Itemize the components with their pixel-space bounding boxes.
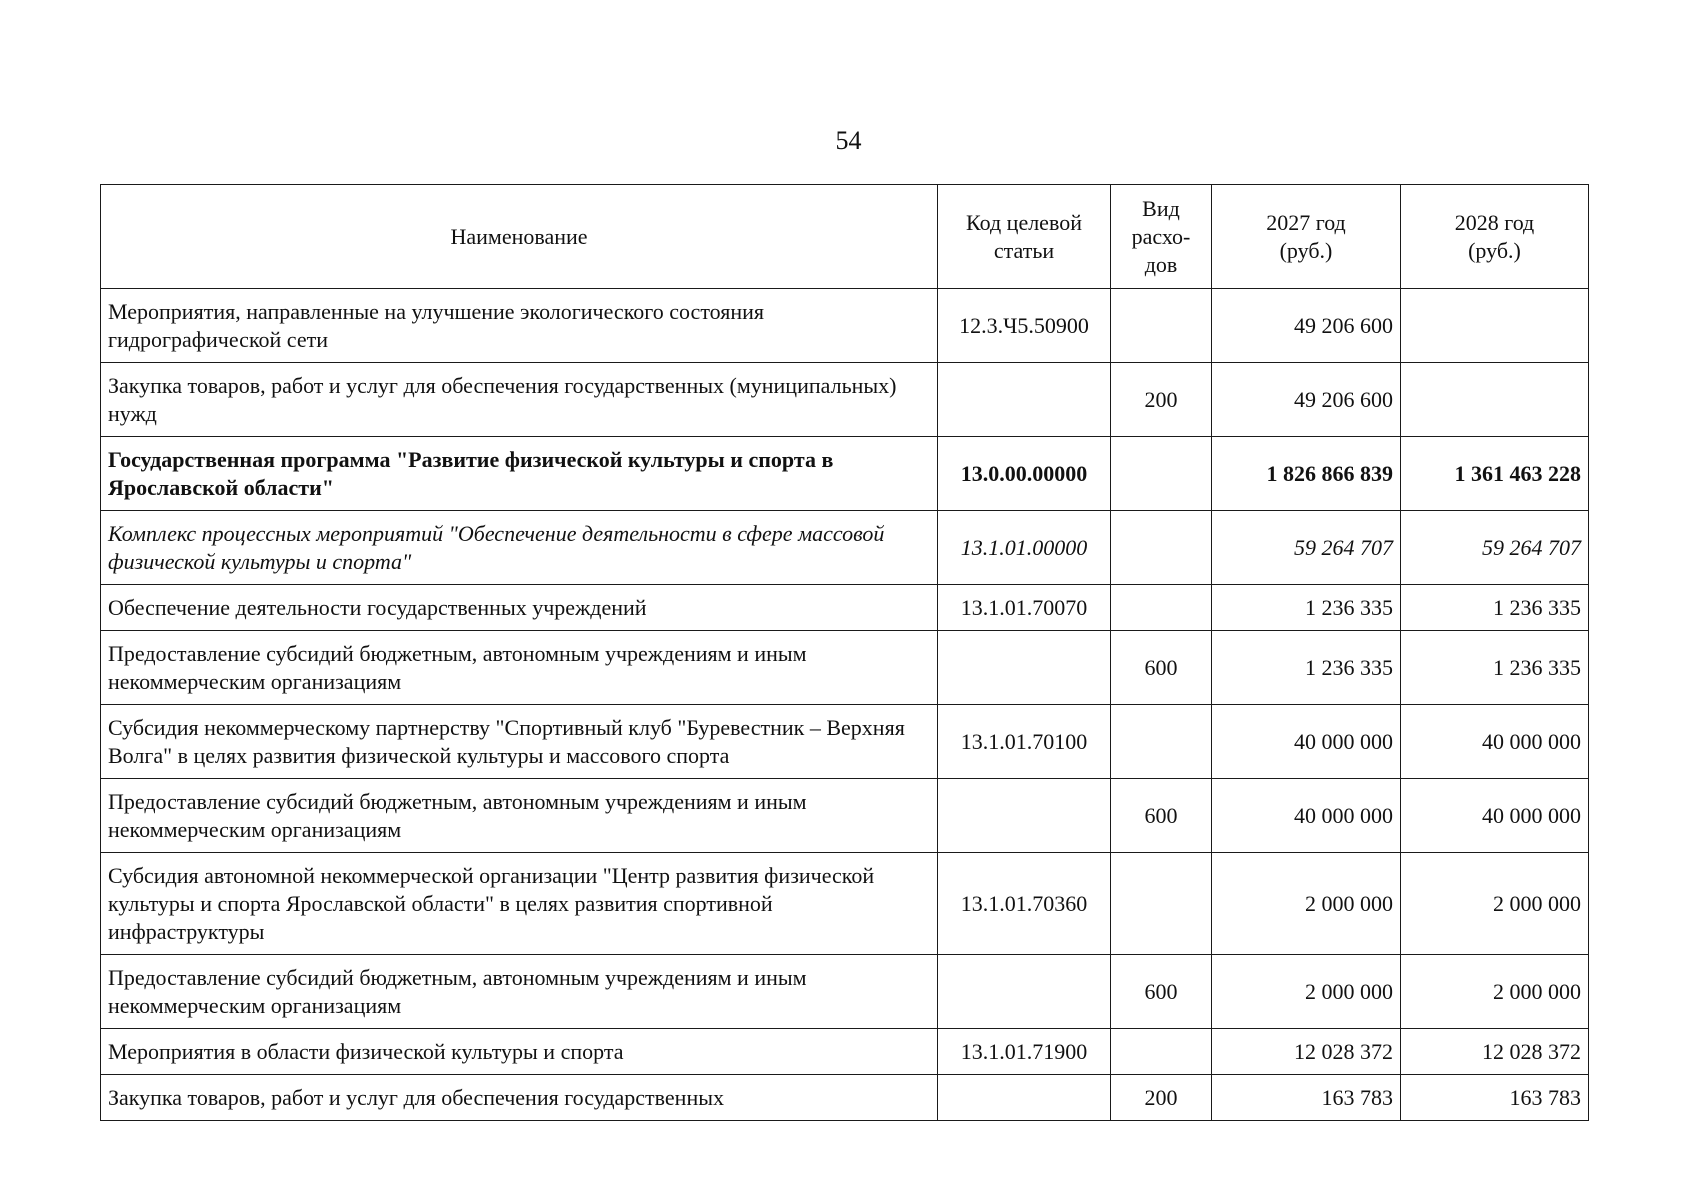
cell-target-code (938, 1075, 1111, 1121)
cell-target-code (938, 955, 1111, 1029)
cell-expense-type (1111, 853, 1212, 955)
cell-name: Закупка товаров, работ и услуг для обеспечения государственных (муниципальных) нужд (101, 363, 938, 437)
table-row (101, 1029, 1589, 1075)
cell-name: Субсидия автономной некоммерческой организации "Центр развития физической культуры и спорта Ярославской области" в целях развития спортивной инфраструктуры (101, 853, 938, 955)
cell-expense-type (1111, 511, 1212, 585)
cell-target-code: 13.1.01.71900 (938, 1029, 1111, 1075)
cell-amount-2028: 40 000 000 (1401, 779, 1589, 853)
cell-name: Субсидия некоммерческому партнерству "Спортивный клуб "Буревестник – Верхняя Волга" в целях развития физической культуры и массового спорта (101, 705, 938, 779)
table-row (101, 955, 1589, 1029)
cell-amount-2028: 163 783 (1401, 1075, 1589, 1121)
table-row (101, 585, 1589, 631)
cell-amount-2028: 1 236 335 (1401, 585, 1589, 631)
table-row (101, 853, 1589, 955)
cell-expense-type: 600 (1111, 779, 1212, 853)
cell-amount-2027: 49 206 600 (1212, 363, 1401, 437)
cell-expense-type: 600 (1111, 631, 1212, 705)
header-target-code: Код целевой статьи (938, 185, 1111, 289)
cell-expense-type (1111, 1029, 1212, 1075)
table-row (101, 511, 1589, 585)
cell-amount-2027: 1 826 866 839 (1212, 437, 1401, 511)
cell-expense-type (1111, 705, 1212, 779)
cell-amount-2027: 49 206 600 (1212, 289, 1401, 363)
cell-expense-type: 200 (1111, 363, 1212, 437)
cell-target-code: 12.3.Ч5.50900 (938, 289, 1111, 363)
cell-expense-type: 600 (1111, 955, 1212, 1029)
table-header-row (101, 185, 1589, 289)
cell-amount-2027: 163 783 (1212, 1075, 1401, 1121)
cell-expense-type (1111, 585, 1212, 631)
cell-amount-2027: 1 236 335 (1212, 585, 1401, 631)
cell-amount-2027: 1 236 335 (1212, 631, 1401, 705)
header-year-2027: 2027 год (руб.) (1212, 185, 1401, 289)
cell-target-code: 13.1.01.70100 (938, 705, 1111, 779)
cell-target-code: 13.1.01.70360 (938, 853, 1111, 955)
cell-name: Комплекс процессных мероприятий "Обеспечение деятельности в сфере массовой физической культуры и спорта" (101, 511, 938, 585)
cell-amount-2028: 40 000 000 (1401, 705, 1589, 779)
table-row (101, 363, 1589, 437)
cell-amount-2028: 12 028 372 (1401, 1029, 1589, 1075)
table-row (101, 705, 1589, 779)
header-name: Наименование (101, 185, 938, 289)
cell-amount-2028: 1 361 463 228 (1401, 437, 1589, 511)
cell-name: Государственная программа "Развитие физической культуры и спорта в Ярославской области" (101, 437, 938, 511)
cell-name: Предоставление субсидий бюджетным, автономным учреждениям и иным некоммерческим организациям (101, 955, 938, 1029)
cell-target-code: 13.1.01.70070 (938, 585, 1111, 631)
cell-amount-2028: 2 000 000 (1401, 853, 1589, 955)
table-row (101, 631, 1589, 705)
cell-amount-2027: 40 000 000 (1212, 779, 1401, 853)
cell-target-code (938, 363, 1111, 437)
cell-name: Предоставление субсидий бюджетным, автономным учреждениям и иным некоммерческим организациям (101, 779, 938, 853)
table-row (101, 289, 1589, 363)
cell-expense-type (1111, 289, 1212, 363)
cell-amount-2028 (1401, 289, 1589, 363)
table-row (101, 779, 1589, 853)
cell-name: Мероприятия в области физической культуры и спорта (101, 1029, 938, 1075)
cell-target-code: 13.1.01.00000 (938, 511, 1111, 585)
table-row (101, 437, 1589, 511)
cell-name: Обеспечение деятельности государственных учреждений (101, 585, 938, 631)
cell-expense-type: 200 (1111, 1075, 1212, 1121)
table-body (101, 289, 1589, 1121)
cell-amount-2027: 2 000 000 (1212, 853, 1401, 955)
cell-amount-2027: 12 028 372 (1212, 1029, 1401, 1075)
header-year-2028: 2028 год (руб.) (1401, 185, 1589, 289)
cell-target-code (938, 779, 1111, 853)
cell-target-code: 13.0.00.00000 (938, 437, 1111, 511)
cell-amount-2028: 2 000 000 (1401, 955, 1589, 1029)
cell-amount-2027: 59 264 707 (1212, 511, 1401, 585)
cell-target-code (938, 631, 1111, 705)
cell-amount-2027: 40 000 000 (1212, 705, 1401, 779)
cell-name: Мероприятия, направленные на улучшение экологического состояния гидрографической сети (101, 289, 938, 363)
cell-expense-type (1111, 437, 1212, 511)
cell-amount-2028 (1401, 363, 1589, 437)
cell-amount-2028: 59 264 707 (1401, 511, 1589, 585)
budget-table (100, 184, 1589, 1121)
cell-name: Предоставление субсидий бюджетным, автономным учреждениям и иным некоммерческим организациям (101, 631, 938, 705)
cell-amount-2027: 2 000 000 (1212, 955, 1401, 1029)
cell-amount-2028: 1 236 335 (1401, 631, 1589, 705)
cell-name: Закупка товаров, работ и услуг для обеспечения государственных (101, 1075, 938, 1121)
page-number: 54 (835, 126, 862, 155)
header-expense-type: Вид расхо- дов (1111, 185, 1212, 289)
table-row (101, 1075, 1589, 1121)
